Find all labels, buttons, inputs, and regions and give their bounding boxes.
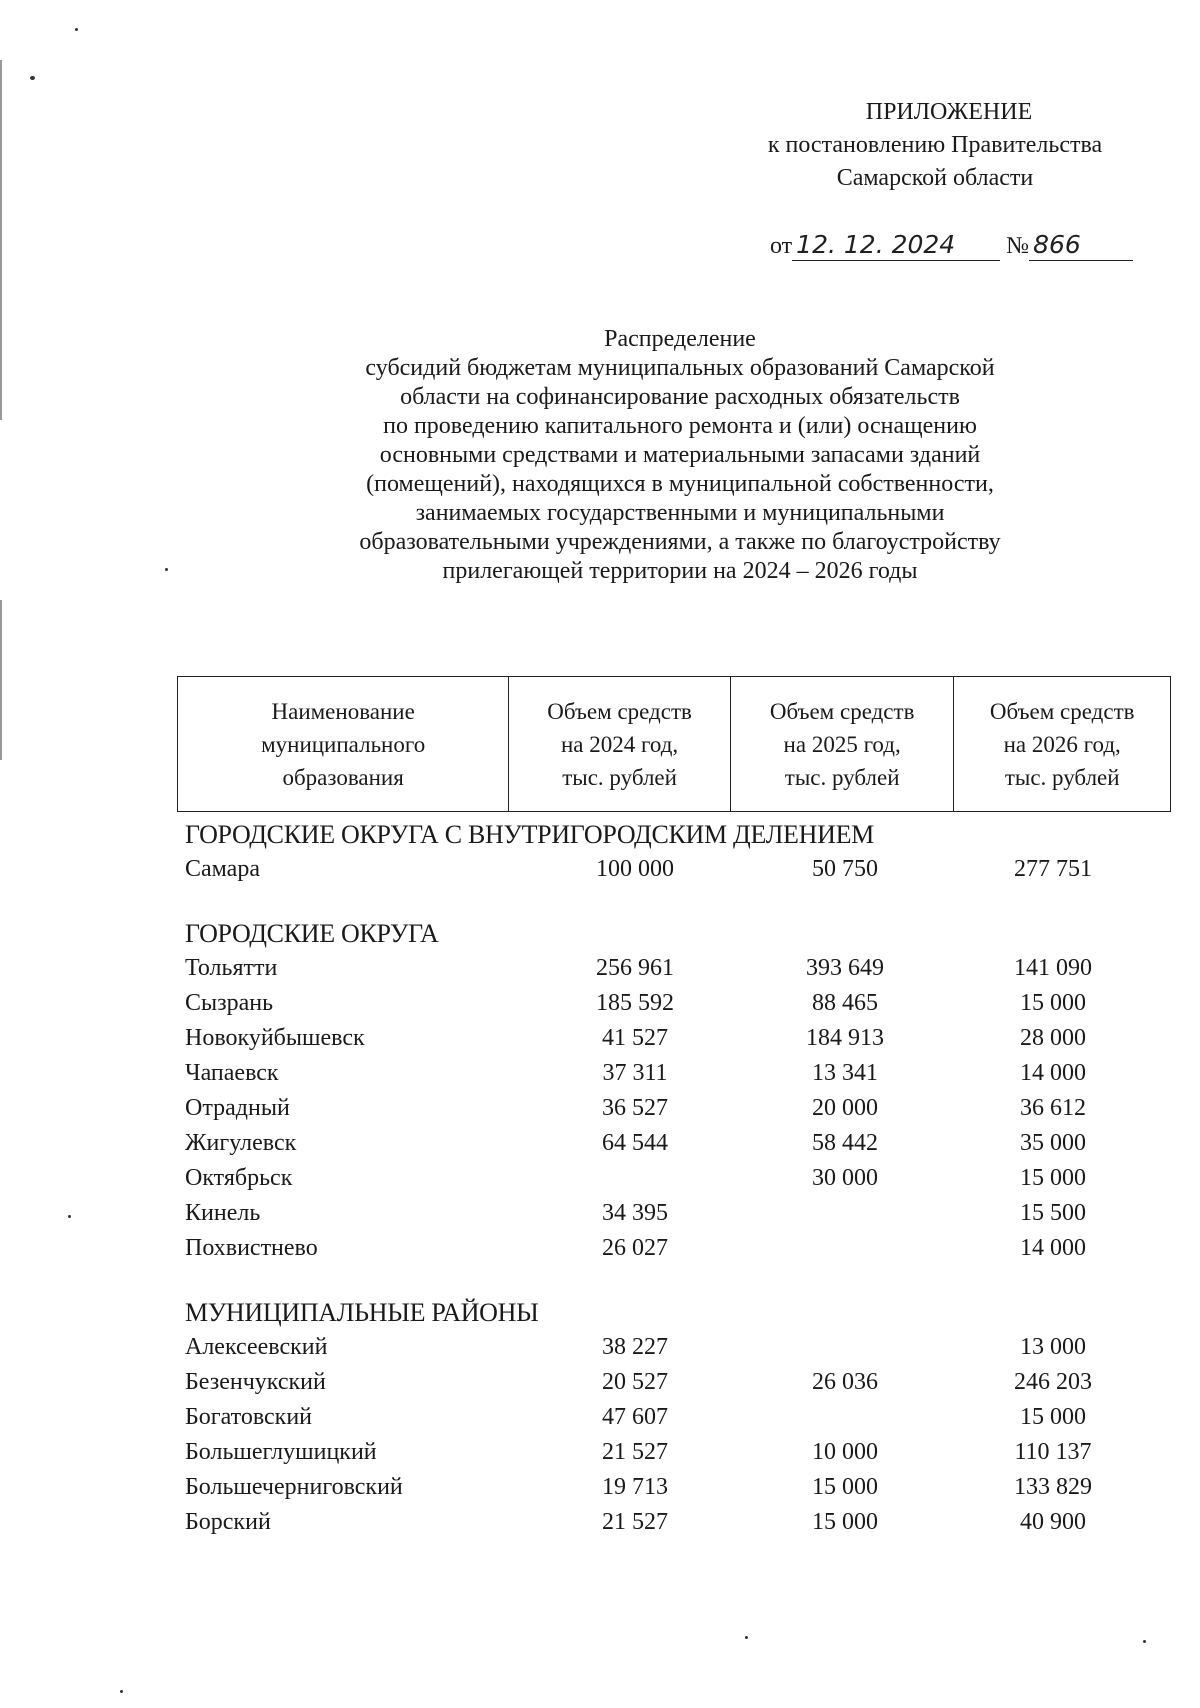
scan-speck: [1143, 1640, 1146, 1643]
title-line: образовательными учреждениями, а также по благоустройству: [359, 529, 1001, 555]
value-2025: 30 000: [812, 1165, 878, 1191]
municipality-name: Большеглушицкий: [185, 1439, 377, 1465]
value-2026: 14 000: [1020, 1060, 1086, 1086]
handwritten-date: 12. 12. 2024: [792, 230, 1000, 261]
appendix-heading: ПРИЛОЖЕНИЕ: [865, 99, 1033, 125]
section-title: ГОРОДСКИЕ ОКРУГА С ВНУТРИГОРОДСКИМ ДЕЛЕНИЕМ: [185, 820, 874, 849]
value-2026: 133 829: [1014, 1474, 1092, 1500]
table-row: [185, 1470, 1175, 1505]
table-row: [185, 1505, 1175, 1540]
title-line: по проведению капитального ремонта и (или) оснащению: [383, 413, 977, 439]
table-row: [185, 1330, 1175, 1365]
handwritten-number: 866: [1029, 230, 1133, 261]
table-row: [185, 951, 1175, 986]
header-2025: Объем средств на 2025 год, тыс. рублей: [731, 677, 955, 811]
scan-speck: [30, 76, 35, 80]
value-2024: 100 000: [596, 856, 674, 882]
municipality-name: Самара: [185, 856, 260, 882]
value-2026: 15 000: [1020, 1165, 1086, 1191]
value-2025: 26 036: [812, 1369, 878, 1395]
value-2025: [770, 1231, 920, 1266]
value-2024: 64 544: [602, 1130, 668, 1156]
value-2026: 36 612: [1020, 1095, 1086, 1121]
table-row: [185, 1435, 1175, 1470]
number-sign: №: [1006, 233, 1030, 259]
municipality-name: Отрадный: [185, 1095, 290, 1121]
section-title: МУНИЦИПАЛЬНЫЕ РАЙОНЫ: [185, 1298, 539, 1327]
value-2025: 15 000: [812, 1509, 878, 1535]
table-row: [185, 1400, 1175, 1435]
title-line: области на софинансирование расходных обязательств: [400, 384, 960, 410]
value-2025: 13 341: [812, 1060, 878, 1086]
table-row: [185, 1056, 1175, 1091]
value-2026: 15 500: [1020, 1200, 1086, 1226]
municipality-name: Борский: [185, 1509, 271, 1535]
value-2024: 47 607: [602, 1404, 668, 1430]
table-body: [185, 818, 1175, 1540]
municipality-name: Безенчукский: [185, 1369, 326, 1395]
title-line: прилегающей территории на 2024 – 2026 годы: [442, 558, 918, 584]
municipality-name: Новокуйбышевск: [185, 1025, 365, 1051]
value-2024: 21 527: [602, 1439, 668, 1465]
title-line: основными средствами и материальными запасами зданий: [379, 442, 981, 468]
scan-speck: [75, 28, 78, 31]
title-line: (помещений), находящихся в муниципальной собственности,: [366, 471, 994, 497]
value-2024: 37 311: [602, 1060, 668, 1086]
scan-edge: [0, 60, 2, 420]
value-2026: 15 000: [1020, 990, 1086, 1016]
table-header: [177, 676, 1171, 812]
value-2026: 141 090: [1014, 955, 1092, 981]
value-2026: 15 000: [1020, 1404, 1086, 1430]
municipality-name: Сызрань: [185, 990, 274, 1016]
value-2025: 20 000: [812, 1095, 878, 1121]
value-2025: [770, 1196, 920, 1231]
document-title: [250, 325, 1110, 586]
value-2025: 184 913: [806, 1025, 884, 1051]
scan-speck: [68, 1215, 71, 1218]
table-row: [185, 1231, 1175, 1266]
scan-speck: [165, 568, 168, 571]
header-municipality: Наименование муниципального образования: [178, 677, 509, 811]
value-2025: 393 649: [806, 955, 884, 981]
municipality-name: Богатовский: [185, 1404, 313, 1430]
value-2025: 58 442: [812, 1130, 878, 1156]
table-row: [185, 986, 1175, 1021]
value-2025: [770, 1330, 920, 1365]
value-2025: [770, 1400, 920, 1435]
municipality-name: Чапаевск: [185, 1060, 279, 1086]
value-2026: 110 137: [1014, 1439, 1092, 1465]
value-2024: 256 961: [596, 955, 674, 981]
table-row: [185, 1161, 1175, 1196]
value-2026: 13 000: [1020, 1334, 1086, 1360]
value-2024: 19 713: [602, 1474, 668, 1500]
table-row: [185, 1365, 1175, 1400]
date-prefix: от: [770, 233, 793, 259]
value-2024: 34 395: [602, 1200, 668, 1226]
appendix-resolution-line: к постановлению Правительства: [767, 132, 1103, 158]
title-line: Распределение: [604, 326, 756, 352]
table-row: [185, 852, 1175, 887]
value-2026: 40 900: [1020, 1509, 1086, 1535]
municipality-name: Тольятти: [185, 955, 278, 981]
value-2026: 35 000: [1020, 1130, 1086, 1156]
value-2025: 88 465: [812, 990, 878, 1016]
value-2026: 28 000: [1020, 1025, 1086, 1051]
value-2026: 277 751: [1014, 856, 1092, 882]
value-2024: [555, 1161, 715, 1196]
municipality-name: Большечерниговский: [185, 1474, 403, 1500]
value-2026: 14 000: [1020, 1235, 1086, 1261]
value-2026: 246 203: [1014, 1369, 1092, 1395]
value-2025: 15 000: [812, 1474, 878, 1500]
header-2024: Объем средств на 2024 год, тыс. рублей: [509, 677, 731, 811]
section-gap: [185, 1266, 1175, 1296]
section-title: ГОРОДСКИЕ ОКРУГА: [185, 919, 439, 948]
title-line: занимаемых государственными и муниципальными: [415, 500, 945, 526]
table-row: [185, 1126, 1175, 1161]
municipality-name: Алексеевский: [185, 1334, 328, 1360]
table-row: [185, 1021, 1175, 1056]
value-2024: 21 527: [602, 1509, 668, 1535]
value-2024: 38 227: [602, 1334, 668, 1360]
municipality-name: Жигулевск: [185, 1130, 297, 1156]
appendix-block: [715, 96, 1155, 195]
signature-line: [770, 230, 1133, 261]
value-2024: 41 527: [602, 1025, 668, 1051]
title-line: субсидий бюджетам муниципальных образований Самарской: [365, 355, 995, 381]
table-row: [185, 1196, 1175, 1231]
table-row: [185, 1091, 1175, 1126]
scan-speck: [120, 1690, 123, 1693]
value-2025: 50 750: [812, 856, 878, 882]
municipality-name: Похвистнево: [185, 1235, 318, 1261]
scan-edge: [0, 600, 2, 760]
municipality-name: Октябрьск: [185, 1165, 293, 1191]
header-2026: Объем средств на 2026 год, тыс. рублей: [989, 698, 1135, 790]
value-2024: 36 527: [602, 1095, 668, 1121]
section-gap: [185, 887, 1175, 917]
scan-speck: [745, 1636, 748, 1639]
appendix-region-line: Самарской области: [836, 165, 1034, 191]
value-2024: 185 592: [596, 990, 674, 1016]
municipality-name: Кинель: [185, 1200, 261, 1226]
value-2025: 10 000: [812, 1439, 878, 1465]
value-2024: 20 527: [602, 1369, 668, 1395]
value-2024: 26 027: [602, 1235, 668, 1261]
